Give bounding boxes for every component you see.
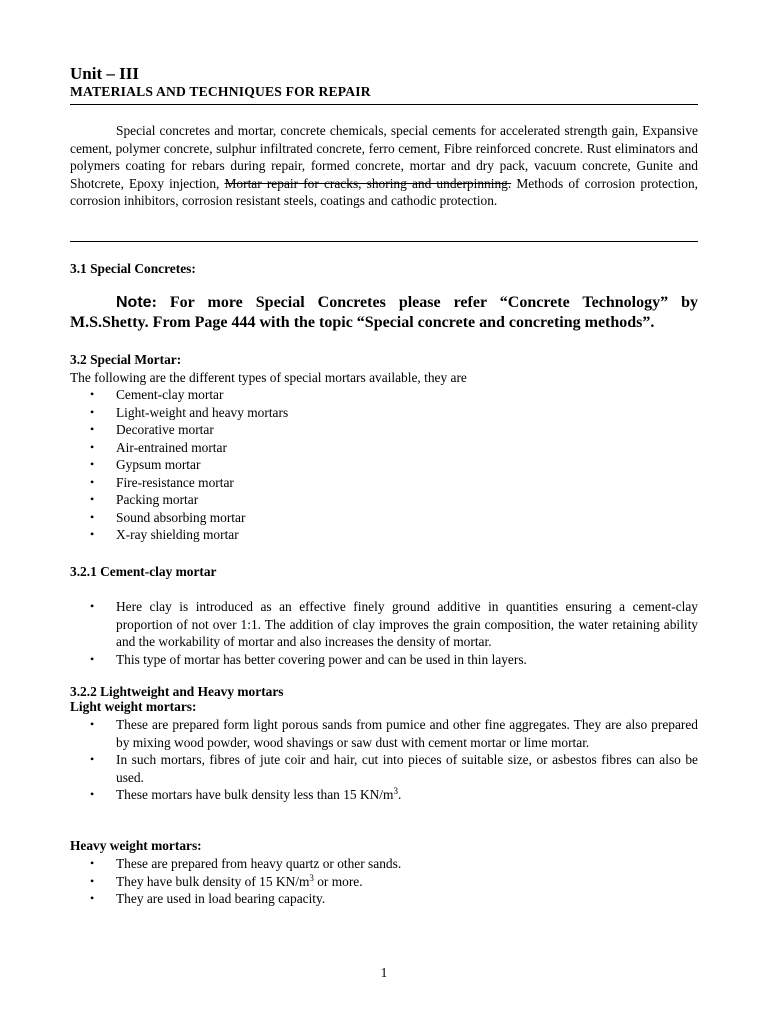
bullet-icon: •: [90, 527, 95, 541]
section-heading-special-mortar: 3.2 Special Mortar:: [70, 352, 182, 367]
list-item-text: Decorative mortar: [116, 422, 214, 437]
bullet-icon: •: [90, 422, 95, 436]
list-item-text: Here clay is introduced as an effective finely ground additive in quantities ensuring a cement-clay proportion of not over 1:1. The addition of clay improves the grain composition, the water retaining ability and the workability of mortar and also increases the density of mortar.: [116, 599, 698, 649]
list-item: [70, 873, 698, 891]
list-item: [70, 751, 698, 786]
list-item-text: X-ray shielding mortar: [116, 527, 239, 542]
list-item: [70, 786, 698, 804]
list-item-text: Gypsum mortar: [116, 457, 201, 472]
list-item: [70, 509, 698, 527]
note-paragraph: [70, 293, 698, 333]
list-item: [70, 404, 698, 422]
bullet-icon: •: [90, 891, 95, 905]
subheading-heavy-weight: Heavy weight mortars:: [70, 838, 202, 853]
bullet-icon: •: [90, 439, 95, 454]
list-item-text-end: or more.: [313, 873, 363, 889]
list-item-text: Cement-clay mortar: [116, 387, 224, 402]
bullet-icon: •: [90, 651, 95, 666]
list-item-text: These are prepared form light porous sands from pumice and other fine aggregates. They are also prepared by mixing wood powder, wood shavings or saw dust with cement mortar or lime mortar.: [116, 717, 698, 750]
syllabus-text-start: Special concretes and mortar, concrete chemicals, special cements for accelerated strength gain, Expansive cement, polymer concrete, sulphur infiltrated concrete, ferro cement, Fibre reinforced concrete. Rust eliminators and polymers coating for rebars during repair, formed concrete, mortar and dry pack, vacuum concrete, Gunite and Shotcrete, Epoxy injection,: [70, 123, 698, 191]
note-text: : For more Special Concretes please refer “Concrete Technology” by M.S.Shetty. From Page 444 with the topic “Special concrete and concreting methods”.: [70, 294, 698, 331]
bullet-icon: •: [90, 404, 95, 419]
bullet-icon: •: [90, 492, 95, 506]
list-item: [70, 491, 698, 509]
list-item-text: In such mortars, fibres of jute coir and hair, cut into pieces of suitable size, or asbestos fibres can also be used.: [116, 752, 698, 785]
cement-clay-list: [70, 598, 698, 668]
document-page: [70, 0, 698, 1024]
unit-subtitle: MATERIALS AND TECHNIQUES FOR REPAIR: [70, 84, 371, 99]
list-item: [70, 526, 698, 544]
list-item-text: These are prepared from heavy quartz or other sands.: [116, 856, 402, 871]
syllabus-text-end: Methods of corrosion protection, corrosion inhibitors, corrosion resistant steels, coatings and cathodic protection.: [70, 175, 699, 208]
section-heading-special-concretes: 3.1 Special Concretes:: [70, 261, 196, 276]
syllabus-struck-text: Mortar repair for cracks, shoring and underpinning.: [224, 175, 512, 191]
bullet-icon: •: [90, 599, 95, 613]
subheading-light-weight: Light weight mortars:: [70, 699, 197, 714]
superscript: 3: [309, 872, 314, 883]
list-item: [70, 598, 698, 651]
syllabus-divider: [70, 241, 698, 242]
bullet-icon: •: [90, 457, 95, 471]
list-item: [70, 716, 698, 751]
list-item: [70, 855, 698, 873]
bullet-icon: •: [90, 717, 95, 731]
heavy-weight-list: [70, 855, 698, 908]
section-heading-cement-clay: 3.2.1 Cement-clay mortar: [70, 564, 217, 579]
note-label: Note: [116, 294, 152, 311]
mortar-types-list: [70, 386, 698, 544]
section-heading-lightweight-heavy: 3.2.2 Lightweight and Heavy mortars: [70, 684, 284, 699]
list-item-text: Packing mortar: [116, 492, 199, 507]
list-item-text: They have bulk density of 15 KN/m: [116, 873, 310, 889]
list-item-text: Fire-resistance mortar: [116, 474, 234, 490]
light-weight-list: [70, 716, 698, 804]
special-mortar-intro: The following are the different types of special mortars available, they are: [70, 370, 467, 385]
list-item-text: Air-entrained mortar: [116, 439, 227, 455]
superscript: 3: [393, 786, 398, 796]
list-item-text: Light-weight and heavy mortars: [116, 404, 289, 420]
list-item: [70, 439, 698, 457]
bullet-icon: •: [90, 474, 95, 489]
list-item: [70, 651, 698, 669]
list-item: [70, 421, 698, 439]
header-divider: [70, 104, 698, 105]
unit-title: Unit – III: [70, 64, 139, 83]
list-item-text: These mortars have bulk density less than 15 KN/m: [116, 787, 394, 802]
syllabus-paragraph: [70, 122, 698, 210]
list-item: [70, 890, 698, 908]
list-item-text-end: .: [397, 787, 402, 802]
bullet-icon: •: [90, 509, 95, 524]
bullet-icon: •: [90, 873, 95, 888]
page-number: 1: [380, 965, 388, 980]
list-item: [70, 456, 698, 474]
list-item-text: This type of mortar has better covering power and can be used in thin layers.: [116, 651, 527, 667]
list-item-text: Sound absorbing mortar: [116, 509, 246, 525]
bullet-icon: •: [90, 787, 95, 801]
bullet-icon: •: [90, 752, 95, 766]
list-item: [70, 474, 698, 492]
list-item-text: They are used in load bearing capacity.: [116, 891, 326, 906]
bullet-icon: •: [90, 387, 95, 401]
bullet-icon: •: [90, 856, 95, 870]
list-item: [70, 386, 698, 404]
